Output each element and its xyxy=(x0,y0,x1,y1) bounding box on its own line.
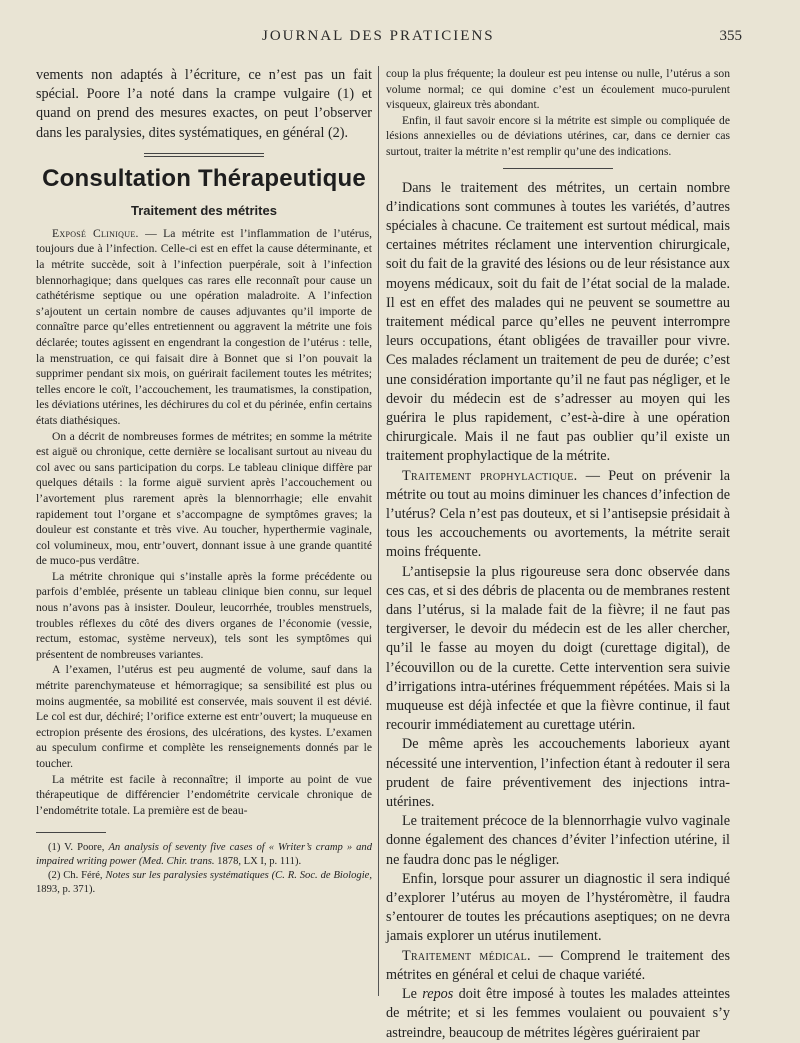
section-title: Consultation Thérapeutique xyxy=(42,164,366,192)
paragraph-formes: On a décrit de nombreuses formes de métrites; en somme la métrite est aiguë ou chronique, cette dernière se localisant surtout au niveau du col avec ou sans participation du corps. Le tableau clinique diffère par quelques détails : la forme aiguë survient après l’accouchement ou l’avortement plus rarement après la blennorrhagie; elle envahit rapidement tout l’organe et s’accompagne de symptômes graves; la douleur est constante et très vive. Au toucher, hyperthermie vaginale, col volumineux, mou, entr’ouvert, donnant issue à une grande quantité de muco-pus verdâtre. xyxy=(36,429,372,568)
subsection-title: Traitement des métrites xyxy=(131,202,277,218)
intro-paragraph: vements non adaptés à l’écriture, ce n’est pas un fait spécial. Poore l’a noté dans la crampe vulgaire (1) et quand on prend des mesures exactes, on peut l’observer dans les paralysies, dites systématiques, en général (2). xyxy=(36,67,372,141)
footnote-1: (1) V. Poore, An analysis of seventy five cases of « Writer’s cramp » and impaired writing power (Med. Chir. trans. 1878, LX I, p. 111). xyxy=(36,842,372,868)
paragraph-prophylactique: Traitement prophylactique. — Peut on prévenir la métrite ou tout au moins diminuer les chances d’infection de l’utérus? Cela n’est pas douteux, et si l’antisepsie présidait à tous les accouchements ou avortements, la métrite serait moins fréquente. xyxy=(386,467,731,561)
running-head xyxy=(0,28,800,50)
paragraph-blennorrhagie: Le traitement précoce de la blennorrhagie vulvo vaginale donne également des chances d’éviter l’infection utérine, il ne faudra donc pas le négliger. xyxy=(386,813,730,868)
expose-label: Exposé Clinique. xyxy=(52,226,139,240)
paragraph-examen: A l’examen, l’utérus est peu augmenté de volume, sauf dans la métrite parenchymateuse et hémorragique; sa sensibilité est plus ou moins augmentée, sa mobilité est conservée, mais souvent il est dévié. Le col est dur, déchiré; l’orifice externe est entr’ouvert; la muqueuse en ectropion présente des érosions, des ulcérations, des kystes. L’examen au speculum confirme et complète les renseignements donnés par le toucher. xyxy=(36,663,372,770)
paragraph-hysterometre: Enfin, lorsque pour assurer un diagnostic il sera indiqué d’explorer l’utérus au moyen de l’hystéromètre, il faudra s’entourer de toutes les précautions aseptiques; on ne devra jamais explorer un utérus inutilement. xyxy=(386,870,730,945)
paragraph-expose xyxy=(36,226,372,429)
section-divider xyxy=(144,153,264,157)
footnote-2: (2) Ch. Féré, Notes sur les paralysies systématiques (C. R. Soc. de Biologie, 1893, p. 371). xyxy=(36,870,372,896)
expose-text: — La métrite est l’inflammation de l’utérus, toujours due à l’infection. Celle-ci est en effet la cause déterminante, et la métrite succède, soit à l’infection puerpérale, soit à l’infection blennorhagique; dans quelques cas rares elle reconnaît pour cause un cathétérisme septique ou une opération maladroite. A l’infection s’ajoutent un certain nombre de causes adjuvantes qu’il importe de connaître parce qu’elles entretiennent ou aggravent la métrite une fois déclarée; toutes agissent en engendrant la congestion de l’utérus : telle, la menstruation, ce qui faisait dire à Bonnet que si l’on pouvait la supprimer pendant six mois, on guérirait facilement toutes les métrites; telles encore le coït, l’accouchement, les traumatismes, la constipation, les déviations utérines, les déchirures du col et du périnée, enfin certains états diathésiques. xyxy=(36,226,372,427)
page-number: 355 xyxy=(719,28,742,44)
running-title: JOURNAL DES PRATICIENS xyxy=(262,28,495,44)
paragraph-enfin: Enfin, il faut savoir encore si la métrite est simple ou compliquée de lésions annexielles ou de déviations utérines, car, dans ce dernier cas surtout, traiter la métrite n’est remplir qu’une des indications. xyxy=(386,113,730,158)
paragraph-continued: coup la plus fréquente; la douleur est peu intense ou nulle, l’utérus a son volume normal; ce qui domine c’est un écoulement muco-purulent visqueux, glaireux très abondant. xyxy=(386,67,730,112)
paragraph-accouchements: De même après les accouchements laborieux ayant nécessité une intervention, l’infection étant à redouter il sera prudent de faire préventivement des injections intra-utérines. xyxy=(386,736,730,811)
paragraph-medical: Traitement médical. — Comprend le traitement des métrites en général et celui de chaque variété. xyxy=(386,947,731,983)
medical-label: Traitement médical. xyxy=(402,947,531,964)
prophylactique-label: Traitement prophylactique. xyxy=(402,467,578,484)
paragraph-repos: Le repos doit être imposé à toutes les malades atteintes de métrite; et si les femmes voulaient ou pouvaient s’y astreindre, beaucoup de métrites légères guériraient par xyxy=(386,986,730,1041)
paragraph-traitement: Dans le traitement des métrites, un certain nombre d’indications sont communes à toutes les variétés, d’autres spéciales à chacune. Ce traitement est surtout médical, mais certaines métrites réclament une intervention chirurgicale, soit du fait de la gravité des lésions ou de leur résistance aux moyens médicaux, soit du fait de l’état social de la malade. Il est en effet des malades qui ne peuvent se soumettre au traitement médical parce qu’elles ne peuvent interrompre leurs occupations, étant obligées de travailler pour vivre. Ces malades réclament un traitement de peu de durée; c’est une considération importante qu’il ne faut pas négliger, et le devoir du médecin est de s’adresser au moyen qui les guérira le plus rapidement, c’est-à-dire à une opération chirurgicale. Mais il ne faut pas oublier qu’il existe un traitement prophylactique de la métrite. xyxy=(386,179,730,465)
column-rule xyxy=(378,66,379,996)
paragraph-chronique: La métrite chronique qui s’installe après la forme précédente ou parfois d’emblée, présente un tableau clinique bien connu, sur lequel nous n’avons pas à insister. Douleur, leucorrhée, troubles menstruels, troubles réflexes du côté des divers organes de l’économie (vessie, rectum, estomac, système nerveux), tels sont les symptômes qui présentent de nombreuses variantes. xyxy=(36,569,372,661)
right-column xyxy=(386,66,730,1043)
paragraph-diagnostic: La métrite est facile à reconnaître; il importe au point de vue thérapeutique de différencier l’endométrite cervicale chronique de l’endométrite totale. La première est de beau- xyxy=(36,772,372,817)
left-column xyxy=(36,66,372,897)
paragraph-antisepsie: L’antisepsie la plus rigoureuse sera donc observée dans ces cas, et si des débris de placenta ou de membranes restent dans l’utérus, si la malade fait de la fièvre; il ne faut pas tergiverser, le devoir du médecin est de les aller chercher, qu’il le fasse au moyen du doigt (curettage digital), de l’écouvillon ou de la curette. Cette intervention sera suivie d’irrigations intra-utérines fréquemment répétées. Mais si la muqueuse est déjà infectée et que la fièvre continue, il faut recourir immédiatement au curettage utérin. xyxy=(386,563,730,734)
paragraph-divider xyxy=(503,168,613,169)
footnote-divider xyxy=(36,832,106,833)
